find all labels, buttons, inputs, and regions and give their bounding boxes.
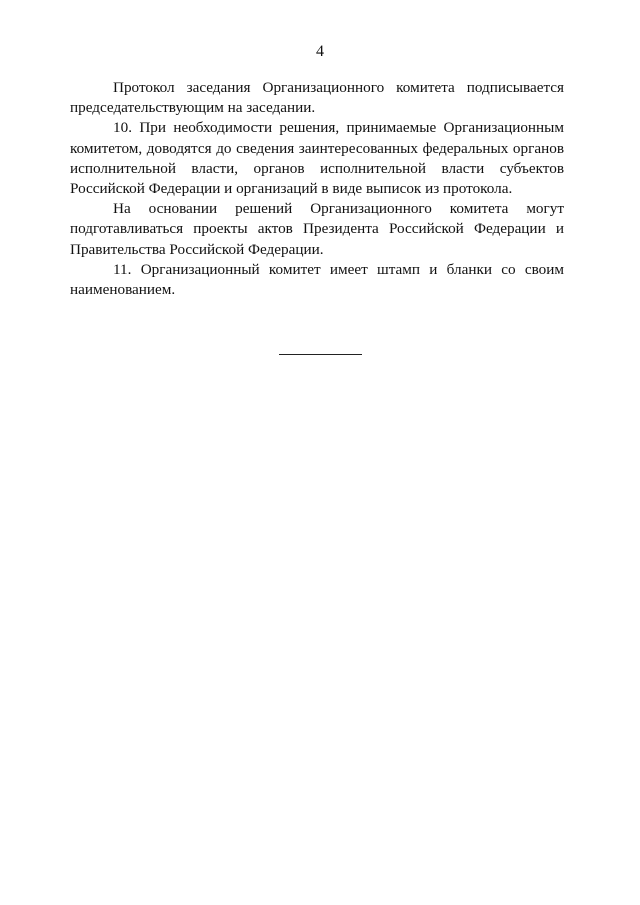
paragraph-protocol-signing: Протокол заседания Организационного комитета подписывается председательствующим на заседании. <box>70 79 564 117</box>
document-body <box>70 78 564 300</box>
paragraph-item-11: 11. Организационный комитет имеет штамп и бланки со своим наименованием. <box>70 260 564 299</box>
paragraph-item-10: 10. При необходимости решения, принимаемые Организационным комитетом, доводятся до сведения заинтересованных федеральных органов исполнительной власти, органов исполнительной власти субъектов Российской Федерации и организаций в виде выписок из протокола. <box>70 119 564 198</box>
end-of-document-rule <box>279 354 362 355</box>
page-number: 4 <box>316 43 324 60</box>
paragraph-draft-acts: На основании решений Организационного комитета могут подготавливаться проекты актов Президента Российской Федерации и Правительства Российской Федерации. <box>70 200 564 258</box>
